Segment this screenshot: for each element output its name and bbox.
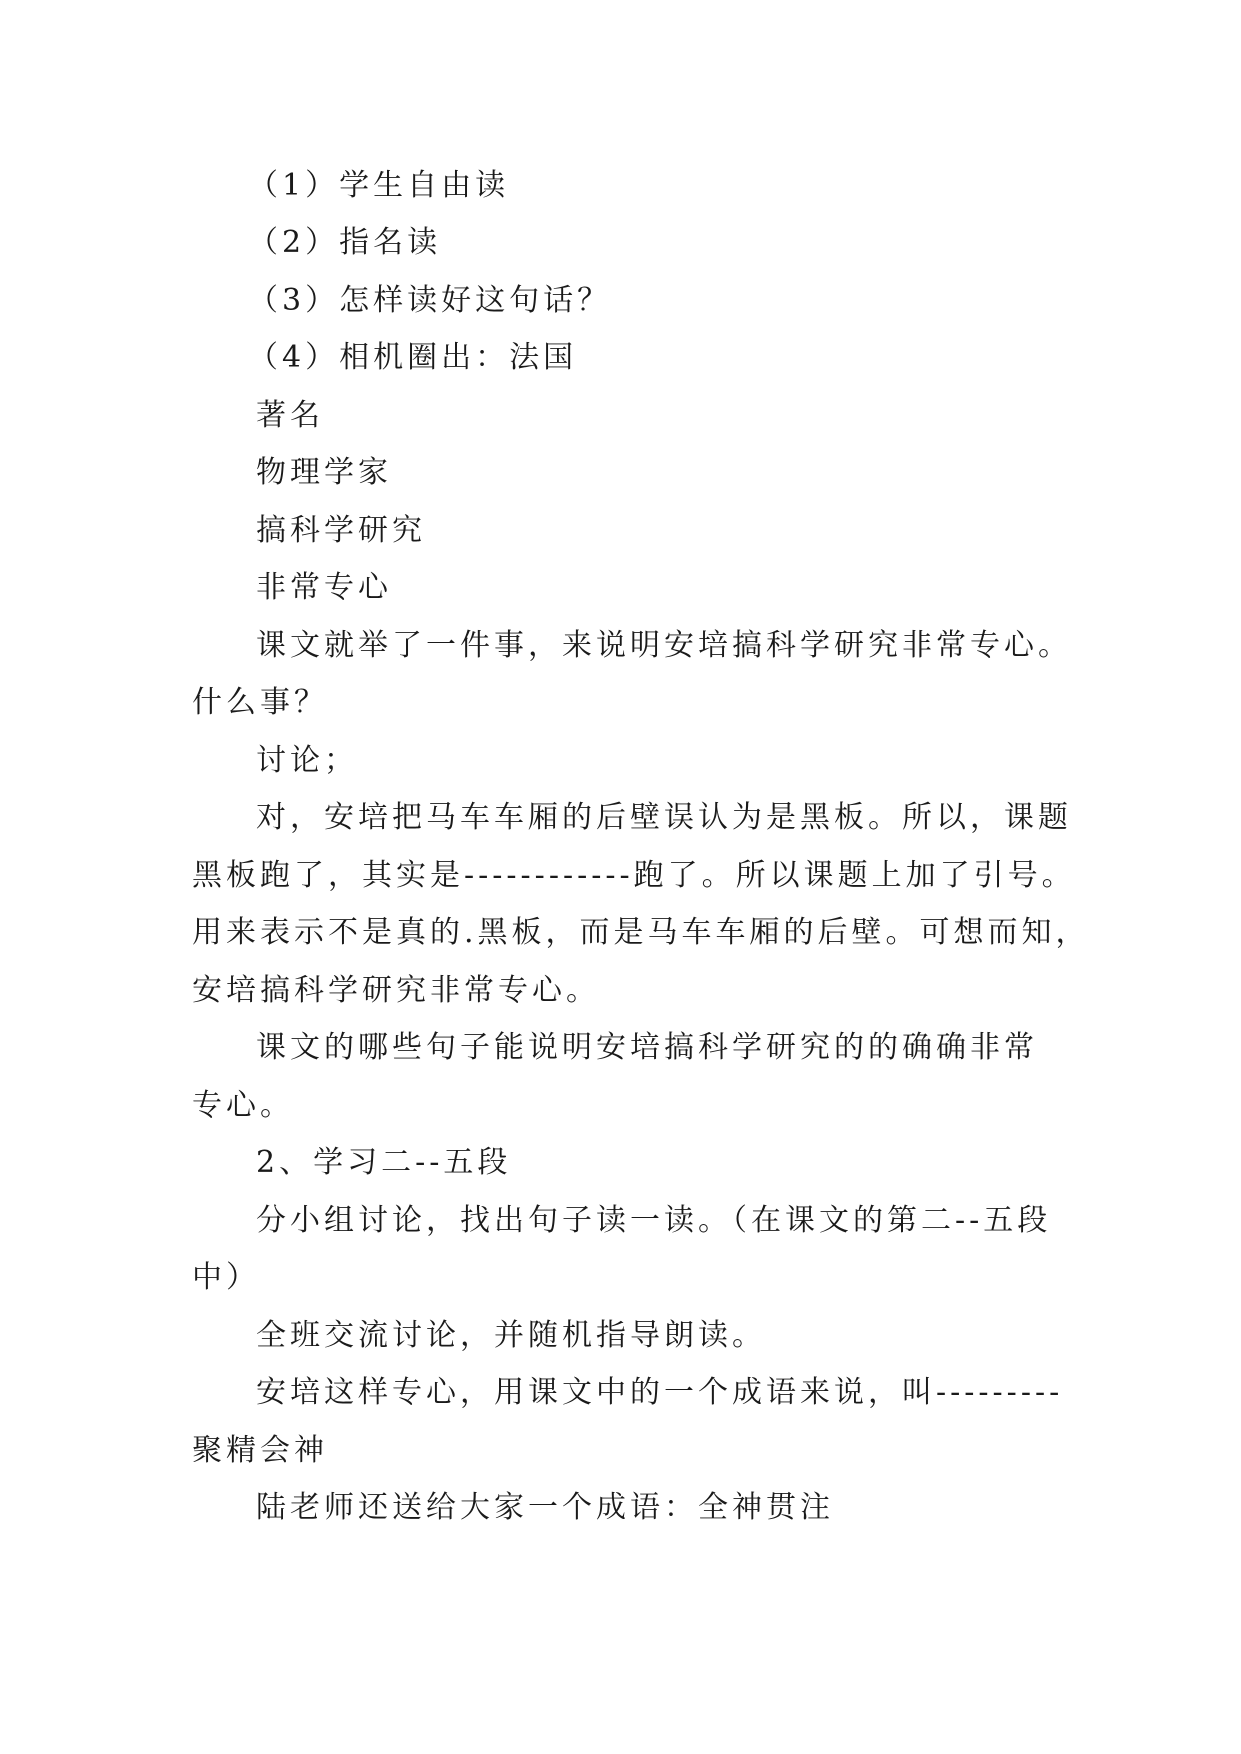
text-line-21: 全班交流讨论，并随机指导朗读。 [256,1318,766,1353]
text-line-16: 课文的哪些句子能说明安培搞科学研究的的确确非常 [256,1030,1038,1065]
text-line-22: 安培这样专心，用课文中的一个成语来说，叫--------- [256,1375,1064,1410]
text-line-4: （4）相机圈出：法国 [248,340,578,375]
text-line-9: 课文就举了一件事，来说明安培搞科学研究非常专心。 [256,628,1072,663]
text-line-5: 著名 [256,398,324,433]
text-line-19: 分小组讨论，找出句子读一读。（在课文的第二--五段 [256,1203,1052,1238]
text-line-11: 讨论； [256,743,358,778]
text-line-12: 对，安培把马车车厢的后壁误认为是黑板。所以，课题 [256,800,1072,835]
text-line-3: （3）怎样读好这句话？ [248,283,612,318]
text-line-7: 搞科学研究 [256,513,426,548]
text-line-24: 陆老师还送给大家一个成语：全神贯注 [256,1490,834,1525]
text-line-10: 什么事？ [192,685,328,720]
text-line-23: 聚精会神 [192,1433,328,1468]
text-line-20: 中） [192,1260,260,1295]
text-line-2: （2）指名读 [248,225,442,260]
text-line-13: 黑板跑了，其实是------------跑了。所以课题上加了引号。 [192,858,1076,893]
text-line-17: 专心。 [192,1088,294,1123]
text-line-6: 物理学家 [256,455,392,490]
text-line-8: 非常专心 [256,570,392,605]
text-line-1: （1）学生自由读 [248,168,510,203]
text-line-18: 2、学习二--五段 [256,1145,512,1180]
text-line-14: 用来表示不是真的.黑板，而是马车车厢的后壁。可想而知， [192,915,1090,950]
text-line-15: 安培搞科学研究非常专心。 [192,973,600,1008]
